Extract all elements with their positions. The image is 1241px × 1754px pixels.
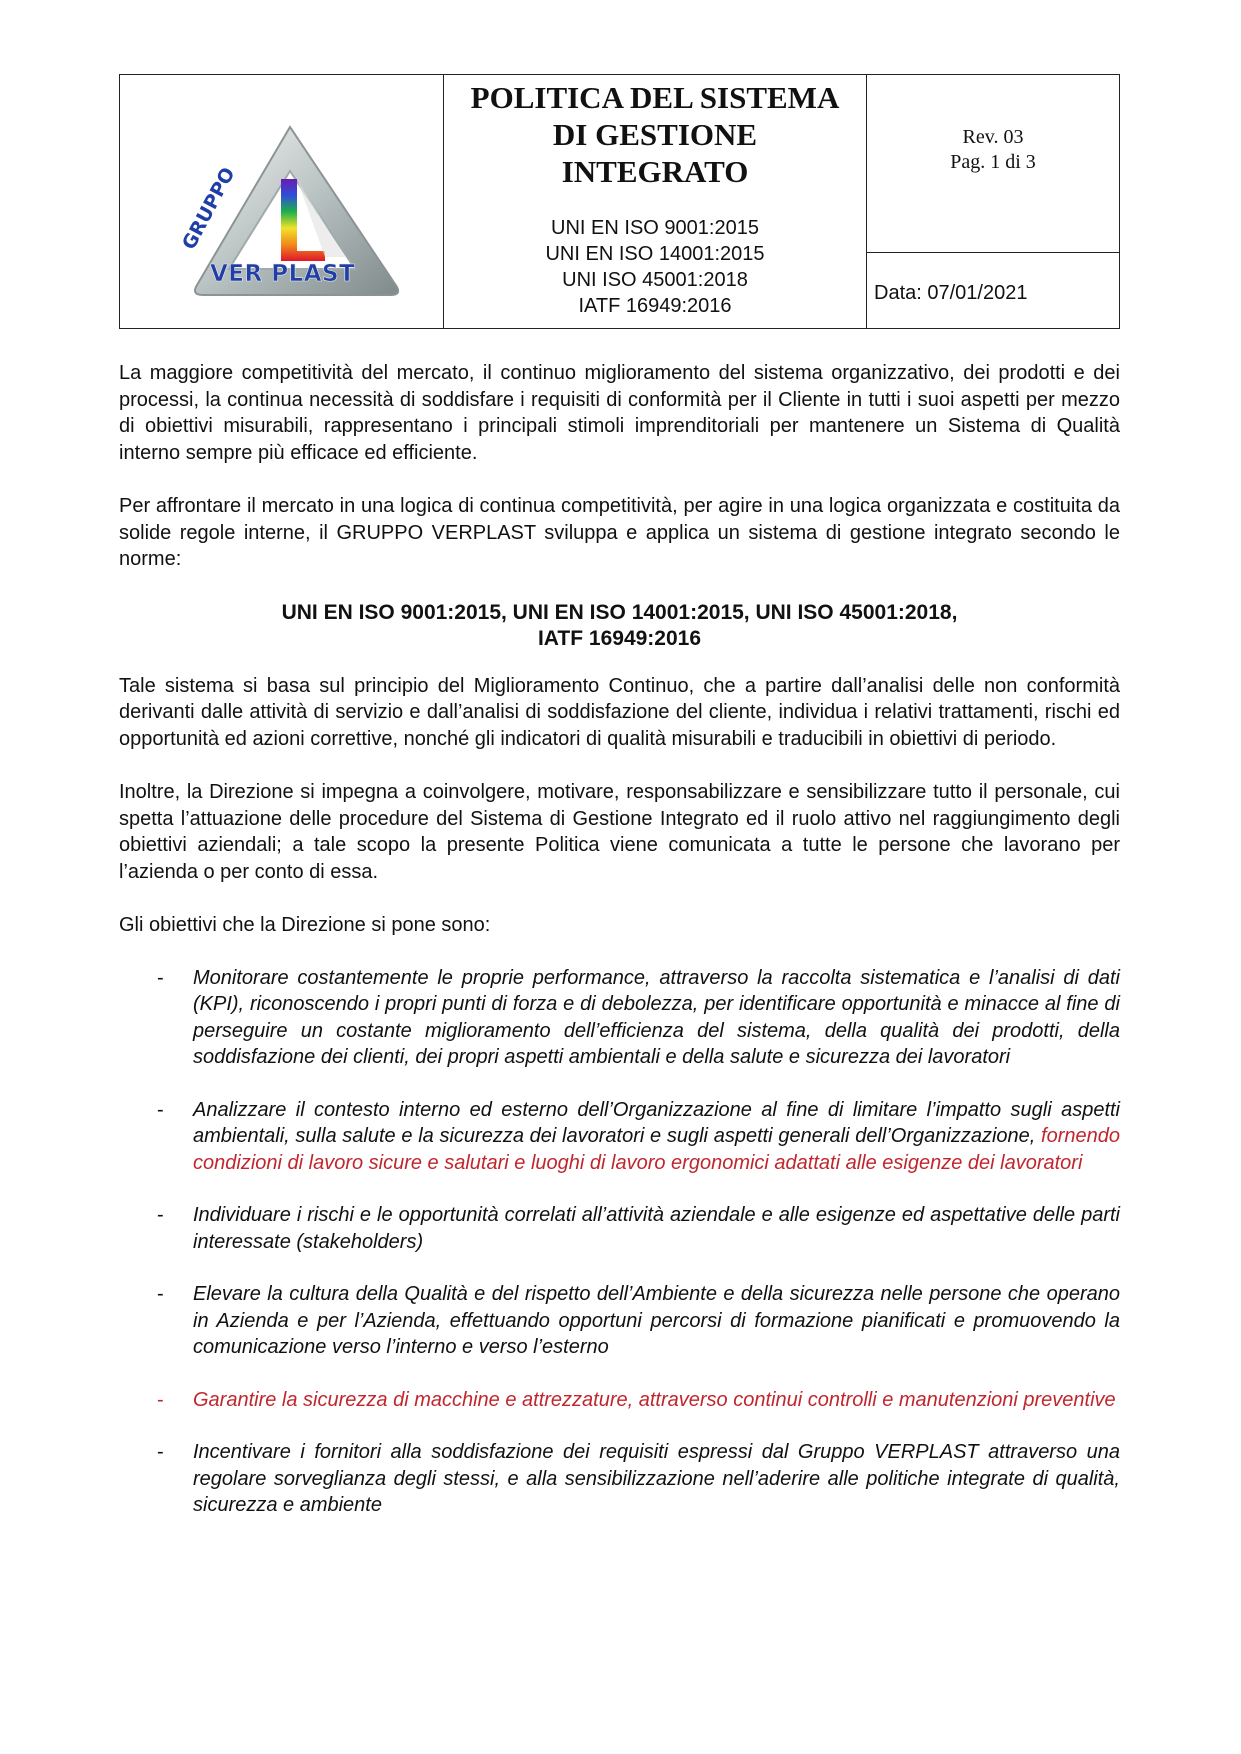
objective-text: Analizzare il contesto interno ed esterno dell’Organizzazione al fine di limitare l’impatto sugli aspetti ambientali, sulla salute e la sicurezza dei lavoratori e sugli aspetti generali dell’Organizzazione, xyxy=(193,1098,1120,1147)
revision-cell xyxy=(867,75,1119,328)
objective-item xyxy=(119,1097,1120,1177)
norm-item: UNI EN ISO 14001:2015 xyxy=(545,243,765,265)
objective-item xyxy=(119,1202,1120,1255)
norm-item: UNI ISO 45001:2018 xyxy=(562,269,748,291)
norm-item: UNI EN ISO 9001:2015 xyxy=(551,217,759,239)
document-title xyxy=(444,79,866,190)
norm-item: IATF 16949:2016 xyxy=(578,295,732,317)
objective-text: Elevare la cultura della Qualità e del rispetto dell’Ambiente e della sicurezza nelle persone che operano in Azienda e per l’Azienda, effettuando opportuni percorsi di formazione pianificati e promuovendo la comunicazione verso l’interno e verso l’esterno xyxy=(193,1283,1120,1358)
revision-number: Rev. 03 xyxy=(962,126,1024,148)
title-line: INTEGRATO xyxy=(561,154,749,189)
objective-text: Monitorare costantemente le proprie performance, attraverso la raccolta sistematica e l’analisi di dati (KPI), riconoscendo i propri punti di forza e di debolezza, per identificare opportunità e minacce al fine di perseguire un costante miglioramento dell’efficienza del sistema, della qualità dei prodotti, della soddisfazione dei clienti, dei propri aspetti ambientali e della salute e sicurezza dei lavoratori xyxy=(193,966,1120,1068)
date-box xyxy=(867,252,1119,328)
list-dash: - xyxy=(157,1441,164,1463)
document-date: Data: 07/01/2021 xyxy=(874,282,1028,304)
standards-heading xyxy=(119,600,1120,652)
objective-item xyxy=(119,1281,1120,1361)
objective-text: Individuare i rischi e le opportunità correlati all’attività aziendale e alle esigenze ed aspettative delle parti interessate (stakeholders) xyxy=(193,1204,1120,1253)
list-dash: - xyxy=(157,966,164,989)
revision-box xyxy=(867,75,1119,253)
header-table xyxy=(119,74,1120,329)
paragraph-direction-commitment: Inoltre, la Direzione si impegna a coinvolgere, motivare, responsabilizzare e sensibilizzare tutto il personale, cui spetta l’attuazione delle procedure del Sistema di Gestione Integrato ed il ruolo attivo nel raggiungimento degli obiettivi aziendali; a tale scopo la presente Politica viene comunicata a tutte le persone che lavorano per l’azienda o per conto di essa. xyxy=(119,781,1120,883)
paragraph-standards-intro: Per affrontare il mercato in una logica di continua competitività, per agire in una logica organizzata e costituita da solide regole interne, il GRUPPO VERPLAST sviluppa e applica un sistema di gestione integrato secondo le norme: xyxy=(119,495,1120,570)
page-number: Pag. 1 di 3 xyxy=(950,151,1036,173)
objective-item xyxy=(119,1387,1120,1414)
standards-line: UNI EN ISO 9001:2015, UNI EN ISO 14001:2015, UNI ISO 45001:2018, xyxy=(281,600,958,624)
objective-text-highlight: Garantire la sicurezza di macchine e attrezzature, attraverso continui controlli e manutenzioni preventive xyxy=(193,1388,1116,1411)
list-dash: - xyxy=(157,1204,164,1226)
standards-line: IATF 16949:2016 xyxy=(537,626,702,650)
logo-verplast-text: VER PLAST xyxy=(210,261,356,287)
logo-gruppo-text: GRUPPO xyxy=(178,163,240,254)
paragraph-continuous-improvement: Tale sistema si basa sul principio del Miglioramento Continuo, che a partire dall’analisi delle non conformità derivanti dalle attività di servizio e dall’analisi di soddisfazione del cliente, individua i relativi trattamenti, rischi ed opportunità ed azioni correttive, nonché gli indicatori di qualità misurabili e traducibili in obiettivi di periodo. xyxy=(119,674,1120,750)
list-dash: - xyxy=(157,1283,164,1305)
document-body xyxy=(119,360,1120,1545)
logo-cell xyxy=(120,75,444,328)
objective-text: Incentivare i fornitori alla soddisfazione dei requisiti espressi dal Gruppo VERPLAST attraverso una regolare sorveglianza degli stessi, e alla sensibilizzazione nell’aderire alle politiche integrate di qualità, sicurezza e ambiente xyxy=(193,1441,1120,1516)
title-line: POLITICA DEL SISTEMA xyxy=(470,80,840,115)
paragraph-objectives-intro: Gli obiettivi che la Direzione si pone sono: xyxy=(119,914,491,936)
title-cell xyxy=(444,75,867,328)
list-dash: - xyxy=(157,1388,164,1411)
objective-item xyxy=(119,965,1120,1071)
paragraph-intro: La maggiore competitività del mercato, il continuo miglioramento del sistema organizzativo, dei prodotti e dei processi, la continua necessità di soddisfare i requisiti di conformità per il Cliente in tutti i suoi aspetti per mezzo di obiettivi misurabili, rappresentano i principali stimoli imprenditoriali per mantenere un Sistema di Qualità interno sempre più efficace ed efficiente. xyxy=(119,362,1120,464)
title-line: DI GESTIONE xyxy=(552,117,758,152)
objective-text-highlight: fornendo condizioni di lavoro sicure e salutari e luoghi di lavoro ergonomici adattati alle esigenze dei lavoratori xyxy=(193,1125,1120,1174)
objectives-list xyxy=(119,965,1120,1519)
norms-list xyxy=(444,215,866,319)
list-dash: - xyxy=(157,1098,164,1121)
objective-item xyxy=(119,1439,1120,1519)
